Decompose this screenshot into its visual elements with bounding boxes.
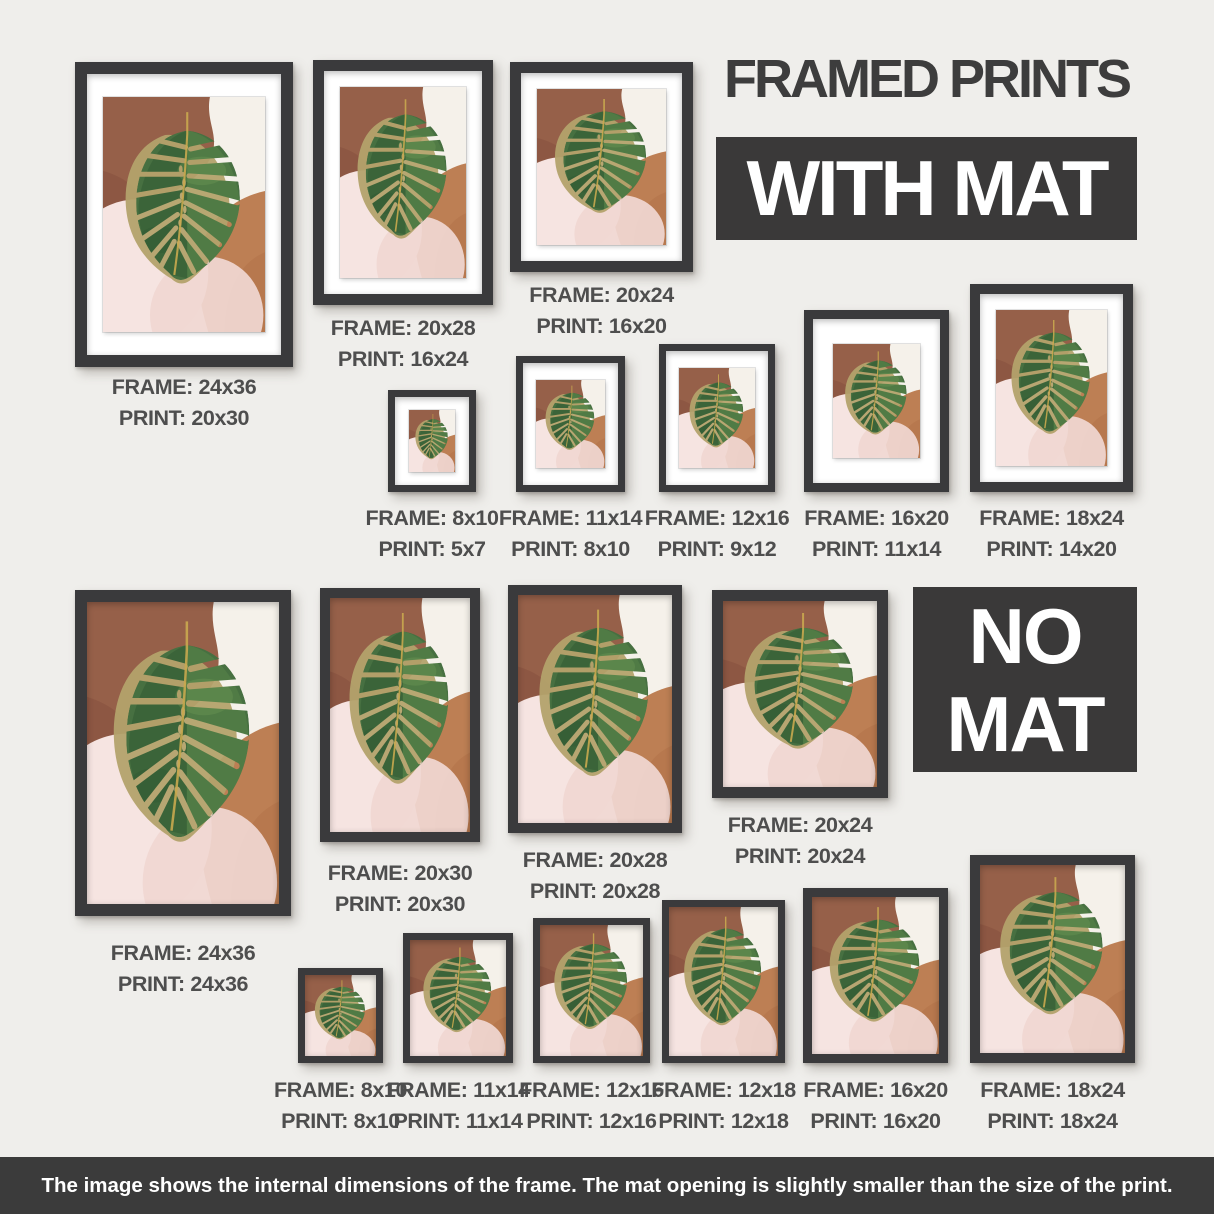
size-label-with-mat-8x10 (366, 503, 499, 565)
print-size-text: PRINT: 8x10 (511, 537, 630, 561)
monstera-artwork (996, 310, 1107, 466)
size-label-with-mat-20x28 (331, 313, 476, 375)
monstera-artwork (518, 595, 672, 823)
framed-print-with-mat-24x36 (75, 62, 293, 367)
mat (324, 71, 482, 294)
monstera-artwork (669, 907, 778, 1056)
frame-size-text: FRAME: 12x16 (644, 506, 790, 530)
frame-size-text: FRAME: 20x30 (327, 861, 473, 885)
framed-print-no-mat-20x30 (320, 588, 480, 842)
mat (813, 319, 940, 483)
frame-size-text: FRAME: 12x16 (519, 1078, 664, 1102)
frame-size-text: FRAME: 11x14 (498, 506, 643, 530)
framed-print-no-mat-12x16 (533, 918, 650, 1063)
frame-size-text: FRAME: 20x24 (529, 283, 674, 307)
print-size-text: PRINT: 14x20 (986, 537, 1117, 561)
mat (666, 351, 768, 485)
framed-print-with-mat-11x14 (516, 356, 625, 492)
frame-size-text: FRAME: 20x28 (522, 848, 668, 872)
size-label-with-mat-24x36 (112, 372, 257, 434)
frame-size-text: FRAME: 24x36 (111, 375, 257, 399)
size-label-no-mat-20x30 (328, 858, 473, 920)
framed-print-no-mat-24x36 (75, 590, 291, 916)
size-label-with-mat-11x14 (499, 503, 642, 565)
no-mat-badge-line2: MAT (946, 679, 1104, 768)
print-area (518, 595, 672, 823)
print-area (305, 975, 376, 1056)
print-size-text: PRINT: 16x24 (337, 347, 469, 371)
size-label-no-mat-24x36 (111, 938, 256, 1000)
mat (87, 74, 281, 355)
frame-size-text: FRAME: 18x24 (980, 1078, 1125, 1102)
print-size-text: PRINT: 20x24 (734, 844, 866, 868)
monstera-artwork (540, 925, 643, 1056)
size-label-no-mat-20x24 (728, 810, 873, 872)
monstera-artwork (305, 975, 376, 1056)
frame-size-text: FRAME: 20x28 (330, 316, 476, 340)
print-size-text: PRINT: 12x18 (658, 1109, 789, 1133)
mat (521, 73, 682, 261)
with-mat-badge (716, 137, 1137, 240)
with-mat-badge-label: WITH MAT (746, 144, 1107, 232)
monstera-artwork (340, 87, 466, 278)
print-area (980, 865, 1125, 1053)
size-label-no-mat-12x16 (519, 1075, 664, 1137)
print-area (669, 907, 778, 1056)
print-size-text: PRINT: 11x14 (393, 1109, 523, 1133)
framed-print-no-mat-20x24 (712, 590, 888, 798)
framed-print-with-mat-18x24 (970, 284, 1133, 492)
size-label-no-mat-12x18 (651, 1075, 796, 1137)
print-area (540, 925, 643, 1056)
mat (523, 363, 618, 485)
size-label-no-mat-18x24 (980, 1075, 1125, 1137)
size-label-with-mat-16x20 (804, 503, 949, 565)
frame-size-text: FRAME: 8x10 (365, 506, 499, 530)
frame-size-text: FRAME: 11x14 (386, 1078, 530, 1102)
frame-size-text: FRAME: 16x20 (803, 1078, 948, 1102)
framed-print-no-mat-12x18 (662, 900, 785, 1063)
framed-print-no-mat-11x14 (403, 933, 513, 1063)
print-size-text: PRINT: 11x14 (811, 537, 942, 561)
size-label-with-mat-20x24 (529, 280, 674, 342)
print-size-text: PRINT: 5x7 (378, 537, 486, 561)
monstera-artwork (330, 598, 470, 832)
frame-size-text: FRAME: 16x20 (804, 506, 949, 530)
page-title: FRAMED PRINTS (724, 49, 1129, 109)
no-mat-badge (913, 587, 1137, 772)
framed-print-no-mat-20x28 (508, 585, 682, 833)
monstera-artwork (409, 410, 455, 472)
print-size-text: PRINT: 16x20 (536, 314, 667, 338)
footer-note-text: The image shows the internal dimensions of the frame. The mat opening is slightly smaller than the size of the print. (41, 1173, 1173, 1197)
framed-print-no-mat-16x20 (803, 888, 948, 1063)
frame-size-text: FRAME: 18x24 (979, 506, 1124, 530)
print-size-text: PRINT: 9x12 (657, 537, 777, 561)
print-area (812, 897, 939, 1054)
monstera-artwork (980, 865, 1125, 1053)
monstera-artwork (833, 344, 920, 458)
print-area (330, 598, 470, 832)
frame-size-text: FRAME: 24x36 (110, 941, 256, 965)
frame-size-text: FRAME: 8x10 (274, 1078, 407, 1102)
monstera-artwork (103, 97, 265, 332)
size-label-with-mat-18x24 (979, 503, 1124, 565)
size-label-with-mat-12x16 (645, 503, 790, 565)
framed-print-with-mat-8x10 (388, 390, 476, 492)
monstera-artwork (536, 380, 605, 468)
print-size-text: PRINT: 12x16 (526, 1109, 657, 1133)
framed-print-no-mat-8x10 (298, 968, 383, 1063)
print-size-text: PRINT: 20x28 (529, 879, 661, 903)
print-area (723, 601, 877, 787)
monstera-artwork (723, 601, 877, 787)
framed-print-with-mat-12x16 (659, 344, 775, 492)
print-size-text: PRINT: 18x24 (987, 1109, 1118, 1133)
mat (395, 397, 469, 485)
print-size-text: PRINT: 20x30 (118, 406, 250, 430)
monstera-artwork (812, 897, 939, 1054)
framed-print-with-mat-20x28 (313, 60, 493, 305)
size-label-no-mat-11x14 (386, 1075, 529, 1137)
size-label-no-mat-20x28 (523, 845, 668, 907)
monstera-artwork (679, 368, 755, 468)
monstera-artwork (537, 89, 666, 245)
print-size-text: PRINT: 24x36 (117, 972, 249, 996)
framed-print-with-mat-20x24 (510, 62, 693, 272)
monstera-artwork (87, 602, 279, 904)
print-size-text: PRINT: 20x30 (334, 892, 466, 916)
framed-print-no-mat-18x24 (970, 855, 1135, 1063)
print-size-text: PRINT: 8x10 (281, 1109, 400, 1133)
frame-size-text: FRAME: 20x24 (727, 813, 873, 837)
frame-size-text: FRAME: 12x18 (651, 1078, 796, 1102)
print-area (410, 940, 506, 1056)
print-size-text: PRINT: 16x20 (810, 1109, 941, 1133)
no-mat-badge-line1: NO (968, 591, 1082, 680)
framed-print-with-mat-16x20 (804, 310, 949, 492)
size-label-no-mat-16x20 (803, 1075, 948, 1137)
monstera-artwork (410, 940, 506, 1056)
mat (980, 294, 1123, 482)
print-area (87, 602, 279, 904)
footer-note-bar (0, 1157, 1214, 1214)
